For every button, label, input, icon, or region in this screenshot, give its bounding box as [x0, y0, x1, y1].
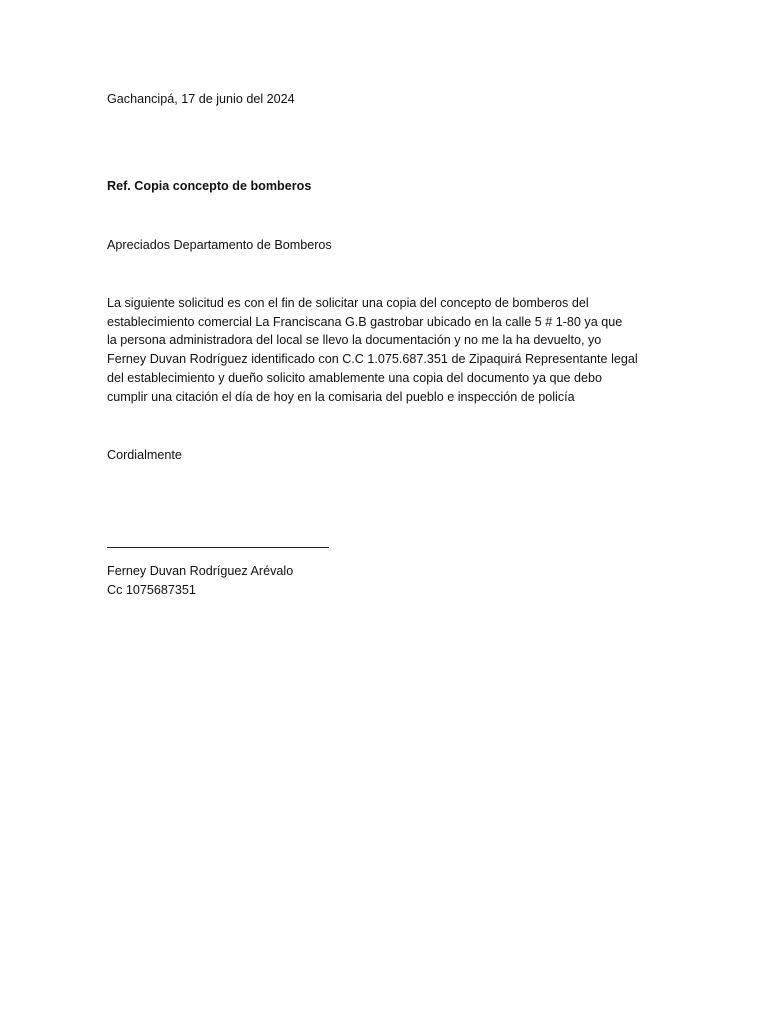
body-line: Ferney Duvan Rodríguez identificado con C.C 1.075.687.351 de Zipaquirá Representante legal — [107, 352, 638, 367]
body-line: cumplir una citación el día de hoy en la comisaria del pueblo e inspección de policía — [107, 389, 575, 404]
body-line: establecimiento comercial La Franciscana G.B gastrobar ubicado en la calle 5 # 1-80 ya que — [107, 314, 623, 329]
greeting-line: Apreciados Departamento de Bomberos — [107, 238, 332, 252]
reference-line: Ref. Copia concepto de bomberos — [107, 179, 312, 193]
body-line: la persona administradora del local se llevo la documentación y no me la ha devuelto, yo — [107, 333, 602, 348]
signature-line — [107, 547, 329, 548]
signer-id: Cc 1075687351 — [107, 583, 196, 597]
body-line: La siguiente solicitud es con el fin de solicitar una copia del concepto de bomberos del — [107, 296, 589, 310]
body-line: del establecimiento y dueño solicito amablemente una copia del documento ya que debo — [107, 370, 602, 385]
closing-line: Cordialmente — [107, 448, 182, 462]
signer-name: Ferney Duvan Rodríguez Arévalo — [107, 564, 294, 578]
date-line: Gachancipá, 17 de junio del 2024 — [107, 92, 295, 106]
letter-body — [107, 294, 667, 406]
